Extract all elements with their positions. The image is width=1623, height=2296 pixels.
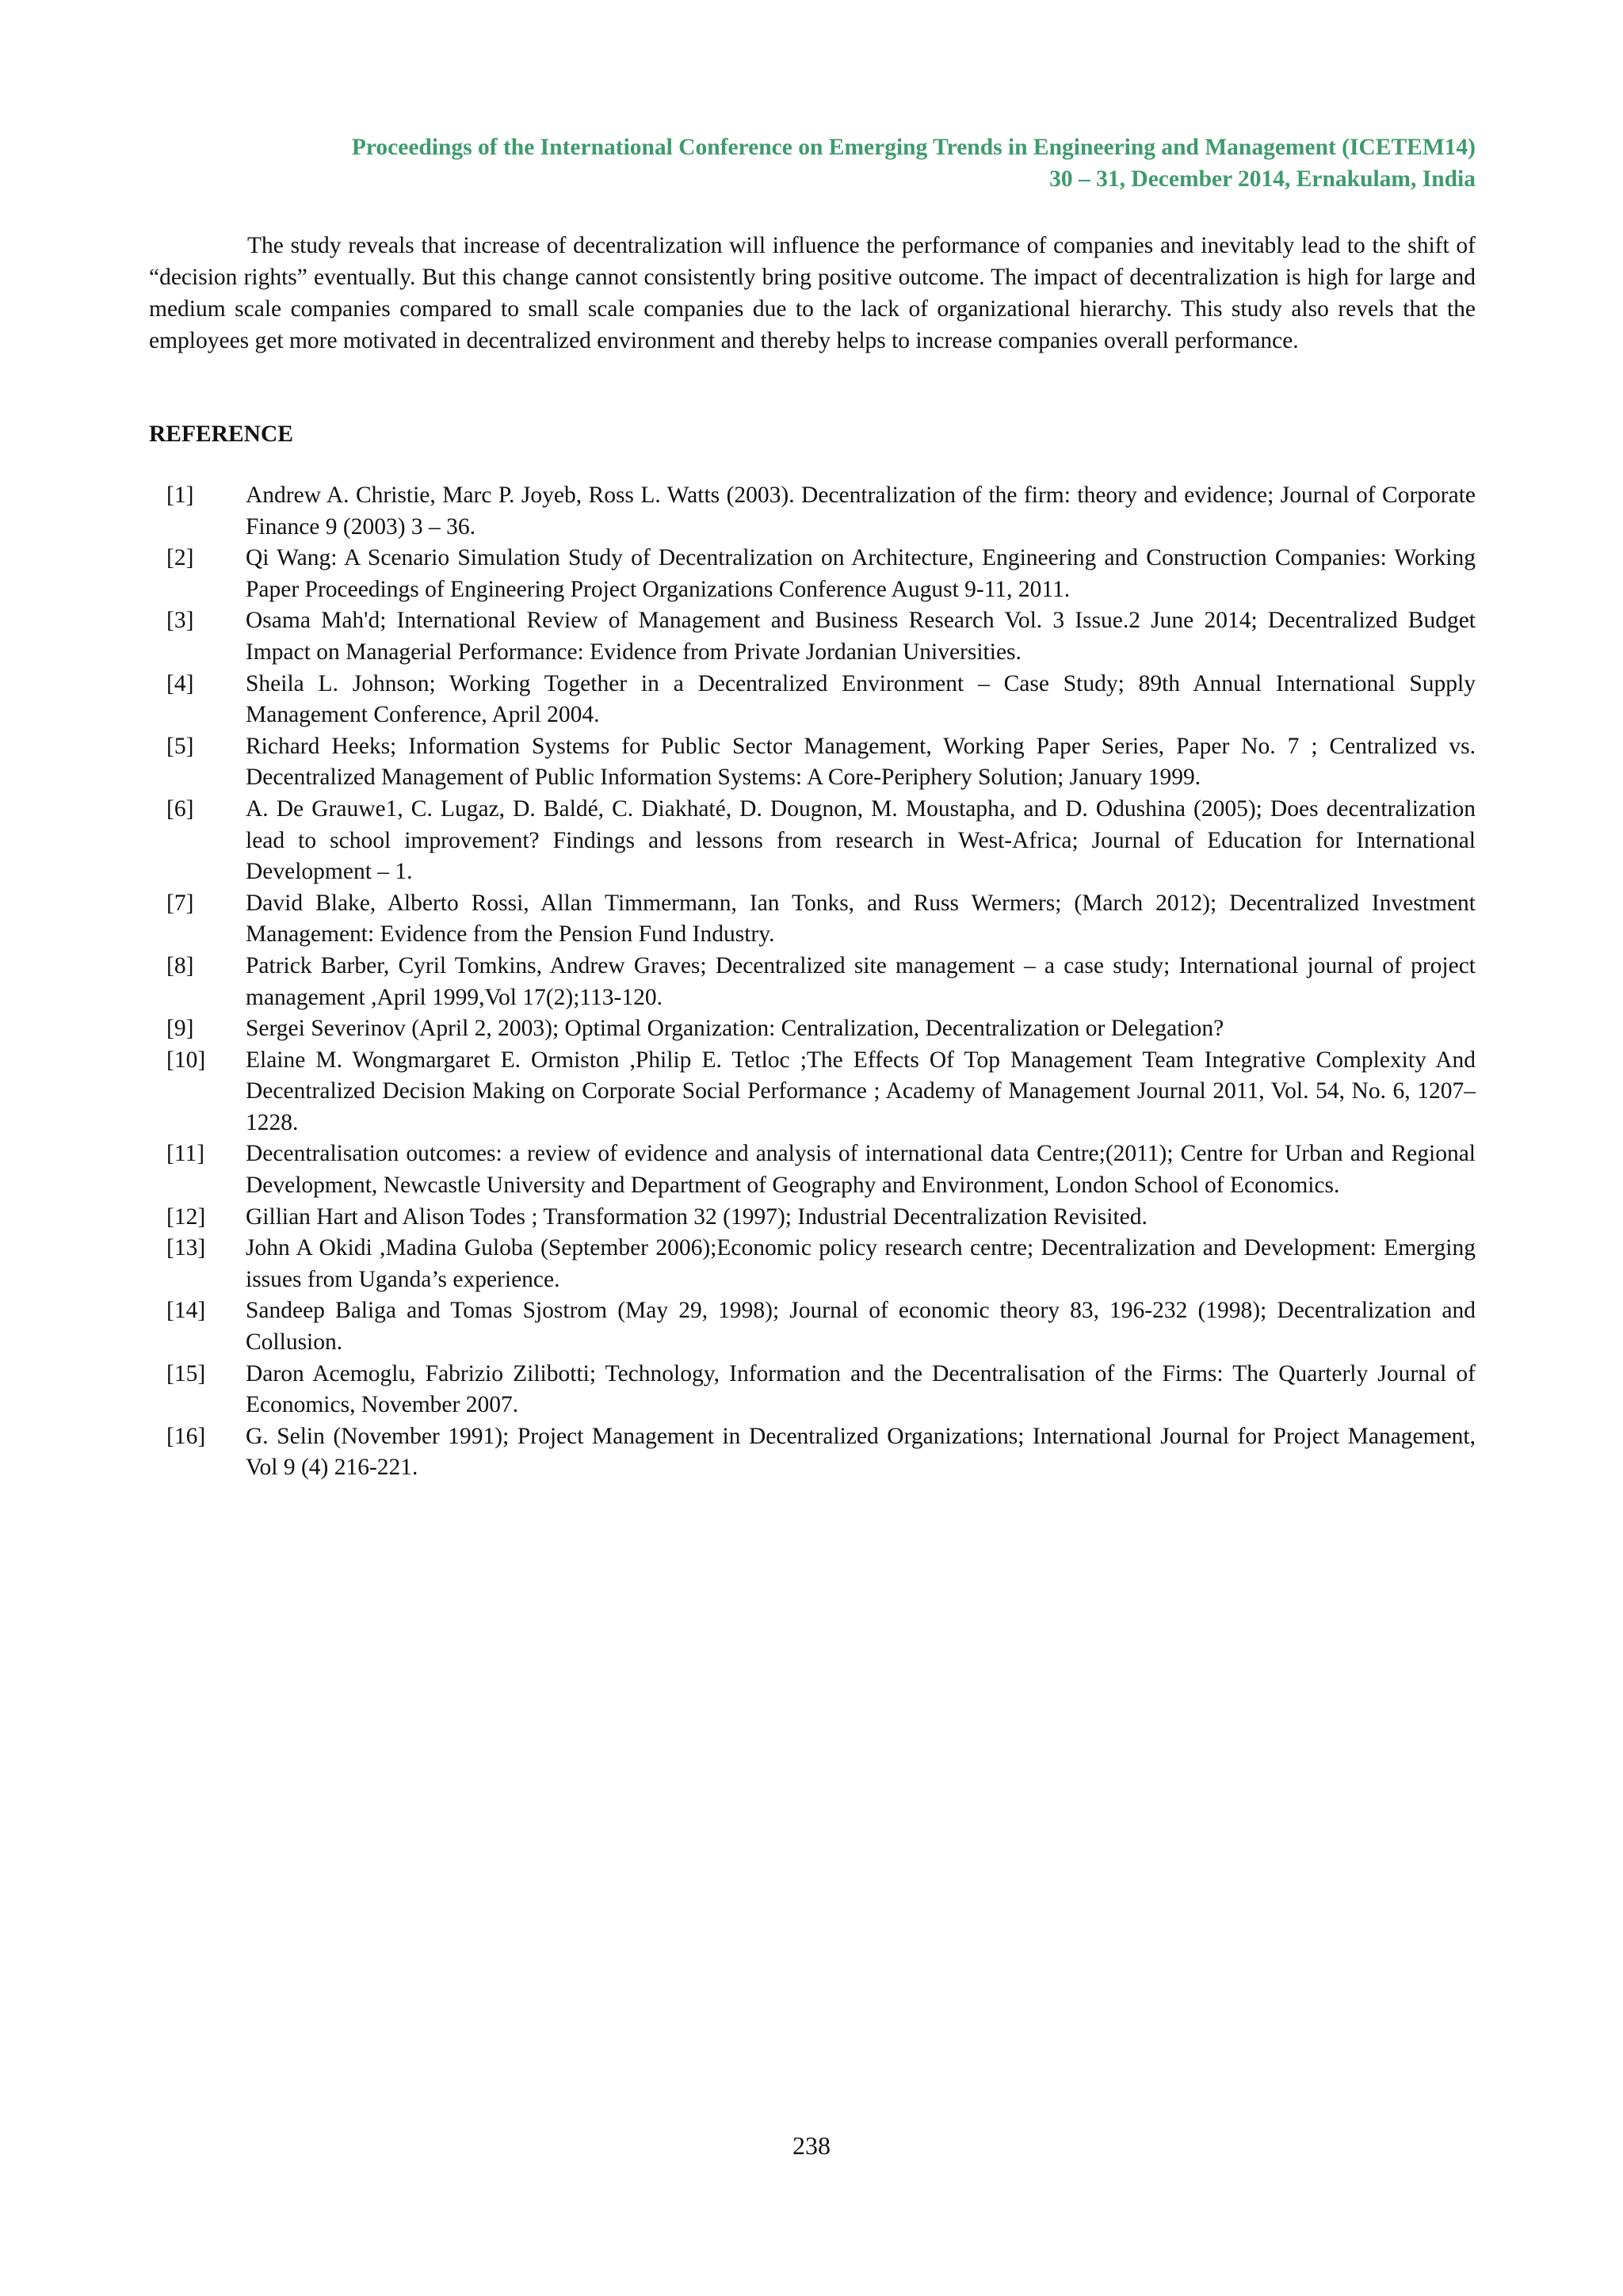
reference-number: [12] [166,1203,206,1230]
references-heading: REFERENCE [149,421,293,447]
reference-text: A. De Grauwe1, C. Lugaz, D. Baldé, C. Diakhaté, D. Dougnon, M. Moustapha, and D. Odushina (2005); Does decentralization lead to school improvement? Findings and lessons from research in West-Africa; Journal of Education for International Development – 1. [246,795,1476,885]
reference-number: [15] [166,1360,206,1386]
reference-item [149,605,1476,668]
header-conference-title: Proceedings of the International Conference on Emerging Trends in Engineering and Management (ICETEM14) [351,135,1476,160]
reference-item [149,543,1476,605]
reference-number: [14] [166,1298,206,1324]
reference-item [149,1295,1476,1358]
reference-text: Daron Acemoglu, Fabrizio Zilibotti; Technology, Information and the Decentralisation of the Firms: The Quarterly Journal of Economics, November 2007. [246,1360,1476,1418]
reference-text: Richard Heeks; Information Systems for Public Sector Management, Working Paper Series, Paper No. 7 ; Centralized vs. Decentralized Management of Public Information Systems: A Core-Periphery Solution; January 1999. [246,733,1476,791]
reference-number: [2] [166,545,194,571]
reference-text: Elaine M. Wongmargaret E. Ormiston ,Philip E. Tetloc ;The Effects Of Top Management Team Integrative Complexity And Decentralized Decision Making on Corporate Social Performance ; Academy of Management Journal 2011, Vol. 54, No. 6, 1207–1228. [246,1047,1476,1135]
reference-item [149,1233,1476,1295]
reference-number: [13] [166,1235,206,1261]
reference-item [149,1202,1476,1234]
header-conference-date-location: 30 – 31, December 2014, Ernakulam, India [1049,166,1476,192]
reference-item [149,669,1476,731]
reference-text: Sheila L. Johnson; Working Together in a Decentralized Environment – Case Study; 89th Annual International Supply Management Conference, April 2004. [246,670,1476,728]
page-number: 238 [792,2131,831,2160]
reference-item [149,1138,1476,1201]
reference-text: Decentralisation outcomes: a review of evidence and analysis of international data Centre;(2011); Centre for Urban and Regional Development, Newcastle University and Department of Geography and Environment, London School of Economics. [246,1141,1476,1199]
conclusion-paragraph: The study reveals that increase of decentralization will influence the performance of companies and inevitably lead to the shift of “decision rights” eventually. But this change cannot consistently bring positive outcome. The impact of decentralization is high for large and medium scale companies compared to small scale companies due to the lack of organizational hierarchy. This study also revels that the employees get more motivated in decentralized environment and thereby helps to increase companies overall performance. [149,233,1476,353]
reference-text: Osama Mah'd; International Review of Management and Business Research Vol. 3 Issue.2 June 2014; Decentralized Budget Impact on Managerial Performance: Evidence from Private Jordanian Universities. [246,608,1476,665]
reference-text: Sergei Severinov (April 2, 2003); Optimal Organization: Centralization, Decentralization or Delegation? [246,1016,1224,1042]
reference-number: [10] [166,1047,206,1073]
reference-item [149,1013,1476,1045]
reference-number: [1] [166,482,194,508]
reference-text: Patrick Barber, Cyril Tomkins, Andrew Graves; Decentralized site management – a case study; International journal of project management ,April 1999,Vol 17(2);113-120. [246,952,1476,1010]
reference-item [149,480,1476,543]
reference-item [149,1045,1476,1139]
reference-text: John A Okidi ,Madina Guloba (September 2006);Economic policy research centre; Decentralization and Development: Emerging issues from Uganda’s experience. [246,1235,1476,1292]
reference-number: [16] [166,1423,206,1449]
reference-number: [9] [166,1016,194,1042]
reference-text: David Blake, Alberto Rossi, Allan Timmermann, Ian Tonks, and Russ Wermers; (March 2012); Decentralized Investment Management: Evidence from the Pension Fund Industry. [246,890,1476,948]
reference-item [149,1359,1476,1421]
reference-item [149,888,1476,951]
reference-number: [11] [166,1141,205,1167]
reference-number: [6] [166,795,194,822]
reference-item [149,951,1476,1013]
reference-number: [5] [166,733,194,759]
reference-text: Andrew A. Christie, Marc P. Joyeb, Ross L. Watts (2003). Decentralization of the firm: theory and evidence; Journal of Corporate Finance 9 (2003) 3 – 36. [246,482,1476,540]
reference-text: Qi Wang: A Scenario Simulation Study of Decentralization on Architecture, Engineering and Construction Companies: Working Paper Proceedings of Engineering Project Organizations Conference August 9-11, 2011. [246,545,1476,602]
proceedings-header [149,132,1476,195]
reference-item [149,1421,1476,1484]
references-list [149,480,1476,1484]
reference-item [149,731,1476,794]
reference-text: Sandeep Baliga and Tomas Sjostrom (May 29, 1998); Journal of economic theory 83, 196-232 (1998); Decentralization and Collusion. [246,1298,1476,1356]
reference-number: [4] [166,670,194,696]
reference-text: G. Selin (November 1991); Project Management in Decentralized Organizations; International Journal for Project Management, Vol 9 (4) 216-221. [246,1423,1476,1481]
reference-text: Gillian Hart and Alison Todes ; Transformation 32 (1997); Industrial Decentralization Revisited. [246,1203,1148,1230]
reference-number: [3] [166,608,194,634]
reference-item [149,794,1476,888]
reference-number: [8] [166,952,194,978]
reference-number: [7] [166,890,194,916]
